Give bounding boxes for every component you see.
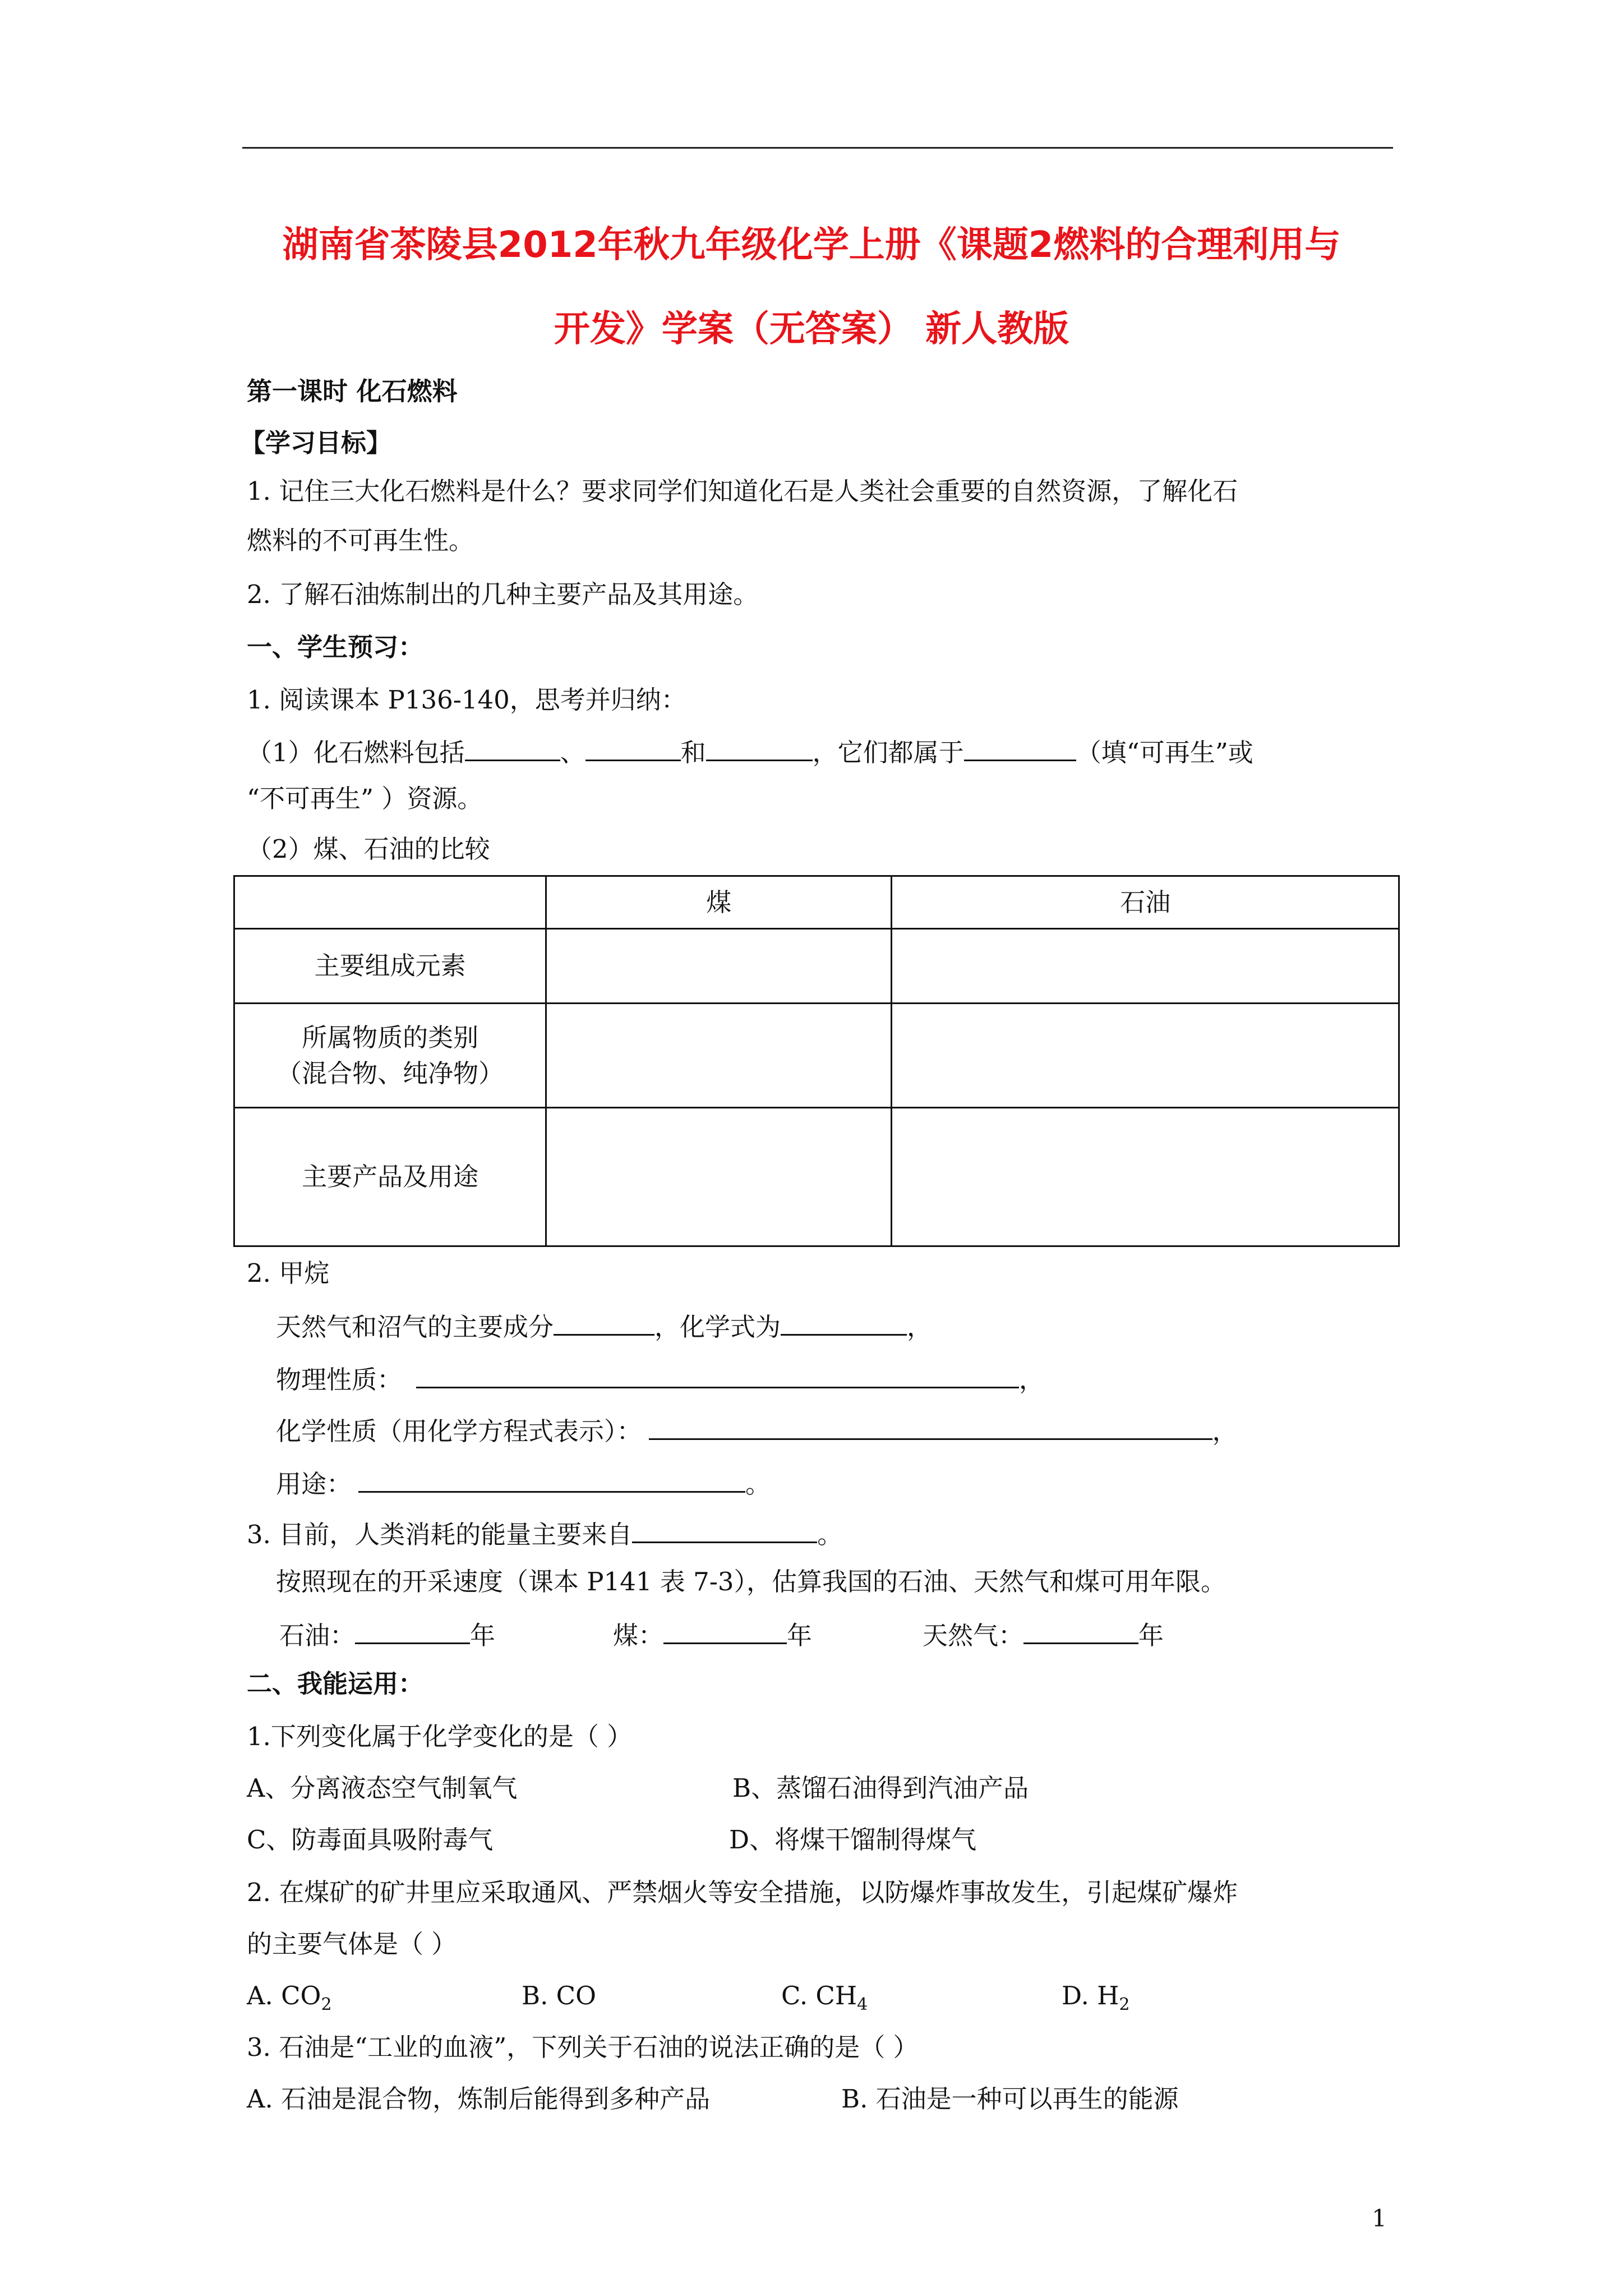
methane-line-1	[276, 1307, 932, 1344]
apply-heading: 二、我能运用：	[247, 1669, 424, 1699]
methane-l2-text-b: ，	[1019, 1365, 1045, 1395]
q2-option-a	[247, 1979, 332, 2022]
preview-q1	[247, 733, 1253, 770]
row-label-category-line1: 所属物质的类别	[302, 1022, 479, 1052]
q2-option-c	[781, 1979, 868, 2022]
row-label-elements: 主要组成元素	[234, 929, 546, 1004]
document-title-line2: 开发》学案（无答案） 新人教版	[554, 309, 1069, 350]
apply-question-2-cont: 的主要气体是（ ）	[247, 1929, 457, 1959]
apply-question-2: 2. 在煤矿的矿井里应采取通风、严禁烟火等安全措施，以防爆炸事故发生，引起煤矿爆炸	[247, 1878, 1238, 1907]
answer-blank[interactable]	[585, 733, 681, 761]
year-unit: 年	[787, 1621, 813, 1650]
document-title-line1: 湖南省茶陵县2012年秋九年级化学上册《课题2燃料的合理利用与	[282, 224, 1341, 266]
table-cell[interactable]	[546, 1108, 892, 1246]
years-coal-label: 煤：	[613, 1621, 664, 1650]
answer-blank[interactable]	[964, 733, 1076, 761]
table-cell[interactable]	[892, 929, 1399, 1004]
q2-option-a-text: A. CO	[247, 1981, 321, 2010]
q2-option-a-sub: 2	[321, 1995, 332, 2014]
page-number: 1	[1372, 2205, 1387, 2232]
q1-text-a: （1）化石燃料包括	[247, 738, 465, 767]
q1-option-b: B、蒸馏石油得到汽油产品	[732, 1773, 1029, 1803]
q3-option-a: A. 石油是混合物，炼制后能得到多种产品	[247, 2084, 711, 2114]
q2-option-c-text: C. CH	[781, 1981, 857, 2010]
q1-sep: 、	[560, 738, 585, 767]
preview-heading: 一、学生预习：	[247, 632, 424, 662]
years-coal	[613, 1616, 812, 1653]
answer-blank[interactable]	[1023, 1616, 1138, 1644]
q1-and: 和	[680, 738, 706, 767]
methane-line-3	[276, 1411, 1238, 1448]
years-gas-label: 天然气：	[923, 1621, 1024, 1650]
table-header-oil: 石油	[892, 876, 1399, 929]
answer-blank[interactable]	[465, 733, 560, 761]
table-cell[interactable]	[892, 1108, 1399, 1246]
goal-item-2: 2. 了解石油炼制出的几种主要产品及其用途。	[247, 579, 759, 609]
row-label-category	[234, 1004, 546, 1108]
q1-text-b: ，它们都属于	[812, 738, 964, 767]
energy-l1-text-b: 。	[817, 1520, 843, 1549]
methane-l1-text-a: 天然气和沼气的主要成分	[276, 1312, 554, 1342]
methane-l4-text-b: 。	[745, 1469, 771, 1499]
years-oil-label: 石油：	[279, 1621, 356, 1650]
q3-option-b: B. 石油是一种可以再生的能源	[841, 2084, 1179, 2114]
table-row	[234, 1004, 1399, 1108]
years-gas	[923, 1616, 1164, 1653]
answer-blank[interactable]	[781, 1307, 907, 1336]
apply-question-3: 3. 石油是“工业的血液”，下列关于石油的说法正确的是（ ）	[247, 2032, 919, 2062]
energy-l1-text-a: 3. 目前，人类消耗的能量主要来自	[247, 1520, 633, 1549]
answer-blank[interactable]	[355, 1616, 470, 1644]
q2-option-d-sub: 2	[1119, 1995, 1130, 2014]
energy-line-2: 按照现在的开采速度（课本 P141 表 7-3），估算我国的石油、天然气和煤可用年限。	[276, 1567, 1227, 1596]
methane-l3-text-b: ，	[1212, 1416, 1238, 1446]
table-cell[interactable]	[892, 1004, 1399, 1108]
answer-blank[interactable]	[416, 1360, 1019, 1388]
table-cell[interactable]	[546, 1004, 892, 1108]
years-oil	[279, 1616, 495, 1653]
row-label-category-line2: （混合物、纯净物）	[276, 1058, 504, 1088]
methane-line-4	[276, 1464, 771, 1501]
q1-option-d: D、将煤干馏制得煤气	[729, 1825, 977, 1855]
table-row	[234, 929, 1399, 1004]
q2-option-c-sub: 4	[857, 1995, 868, 2014]
goal-item-1: 1. 记住三大化石燃料是什么？要求同学们知道化石是人类社会重要的自然资源，了解化石	[247, 476, 1238, 506]
answer-blank[interactable]	[554, 1307, 654, 1336]
answer-blank[interactable]	[706, 733, 813, 761]
year-unit: 年	[470, 1621, 496, 1650]
q2-option-d-text: D. H	[1062, 1981, 1119, 2010]
goals-heading: 【学习目标】	[240, 428, 392, 458]
methane-l4-text-a: 用途：	[276, 1469, 352, 1499]
table-cell	[234, 876, 546, 929]
q1-option-c: C、防毒面具吸附毒气	[247, 1825, 494, 1855]
apply-question-1: 1.下列变化属于化学变化的是（ ）	[247, 1722, 633, 1751]
energy-line-1	[247, 1515, 842, 1552]
table-cell[interactable]	[546, 929, 892, 1004]
table-header-coal: 煤	[546, 876, 892, 929]
header-rule	[242, 147, 1393, 149]
answer-blank[interactable]	[632, 1515, 817, 1543]
table-row	[234, 1108, 1399, 1246]
preview-q2: （2）煤、石油的比较	[247, 834, 490, 864]
row-label-products: 主要产品及用途	[234, 1108, 546, 1246]
q2-option-b: B. CO	[522, 1981, 597, 2010]
year-unit: 年	[1138, 1621, 1164, 1650]
methane-l3-text-a: 化学性质（用化学方程式表示）：	[276, 1416, 642, 1446]
q1-option-a: A、分离液态空气制氧气	[247, 1773, 518, 1803]
lesson-heading: 第一课时 化石燃料	[247, 376, 458, 406]
methane-l1-text-b: ，化学式为	[654, 1312, 781, 1342]
answer-blank[interactable]	[663, 1616, 787, 1644]
methane-line-2	[276, 1360, 1044, 1397]
methane-l2-text-a: 物理性质：	[276, 1365, 403, 1395]
preview-read: 1. 阅读课本 P136-140，思考并归纳：	[247, 685, 686, 715]
answer-blank[interactable]	[649, 1411, 1212, 1440]
preview-q1-cont: “不可再生” ）资源。	[247, 784, 483, 813]
coal-oil-comparison-table	[233, 875, 1400, 1247]
methane-heading: 2. 甲烷	[247, 1258, 330, 1288]
table-row	[234, 876, 1399, 929]
answer-blank[interactable]	[358, 1464, 745, 1493]
q2-option-d	[1062, 1979, 1129, 2022]
goal-item-1-cont: 燃料的不可再生性。	[247, 526, 474, 555]
q1-text-c: （填“可再生”或	[1076, 738, 1253, 767]
methane-l1-text-c: ，	[907, 1312, 933, 1342]
